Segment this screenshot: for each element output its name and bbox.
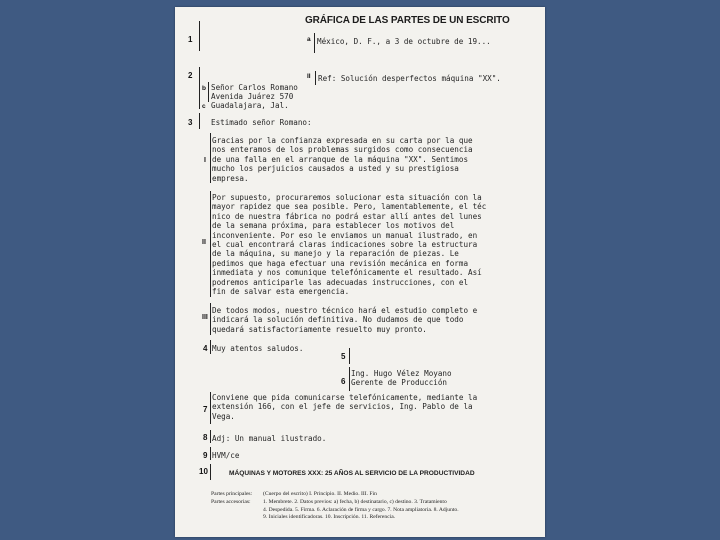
bracket-9 (210, 447, 211, 460)
marker-3: 3 (188, 118, 193, 127)
signature-role: Gerente de Producción (351, 378, 448, 387)
bracket-11 (315, 71, 316, 85)
bracket-8 (210, 430, 211, 443)
reference-line: Ref: Solución desperfectos máquina "XX". (318, 74, 501, 83)
bracket-b (208, 82, 209, 102)
marker-7: 7 (203, 405, 208, 414)
marker-a: a (307, 36, 311, 43)
document-title: GRÁFICA DE LAS PARTES DE UN ESCRITO (305, 15, 510, 26)
recipient-city: Guadalajara, Jal. (211, 101, 289, 110)
marker-10: 10 (199, 467, 208, 476)
bracket-6 (349, 367, 350, 391)
legend-principal-label: Partes principales: (211, 491, 253, 497)
date-line: México, D. F., a 3 de octubre de 19... (317, 37, 491, 46)
marker-c: c (202, 103, 206, 110)
document-page (175, 7, 545, 537)
legend-accessory-line2: 4. Despedida. 5. Firma. 6. Aclaración de firma y cargo. 7. Nota ampliatoria. 8. Adjunto. (263, 506, 459, 513)
postscript: Conviene que pida comunicarse telefónicamente, mediante la extensión 166, con el jefe de servicios, Ing. Pablo de la Vega. (212, 393, 478, 421)
marker-2: 2 (188, 71, 193, 80)
legend-principal-text: (Cuerpo del escrito) I. Principio. II. Medio. III. Fin (263, 491, 377, 497)
body-paragraph-3: De todos modos, nuestro técnico hará el estudio completo e indicará la solución definitiva. No dudamos de que todo quedará satisfactoriamente resuelto muy pronto. (212, 306, 478, 334)
bracket-10 (210, 464, 211, 480)
marker-b: b (202, 85, 206, 92)
bracket-a (314, 33, 315, 53)
bracket-4 (210, 340, 211, 354)
bracket-III (210, 303, 211, 335)
legend-accessory-line1: 1. Membrete. 2. Datos previos: a) fecha, b) destinatario, c) destino. 3. Tratamiento (263, 499, 447, 505)
bracket-7 (210, 392, 211, 424)
salutation: Estimado señor Romano: (211, 118, 312, 127)
legend-accessory-label: Partes accesorias: (211, 499, 251, 505)
bracket-II (210, 191, 211, 297)
bracket-5 (349, 348, 350, 364)
body-paragraph-1: Gracias por la confianza expresada en su carta por la que nos enteramos de los problemas surgidos como consecuencia de una falla en el arranque de la máquina "XX". Sentimos mucho los perjuicios causados a usted y su prestigiosa empresa. (212, 136, 473, 183)
marker-8: 8 (203, 433, 208, 442)
legend-accessory-line3: 9. Iniciales identificadoras. 10. Inscripción. 11. Referencia. (263, 514, 396, 520)
inscription-slogan: MÁQUINAS Y MOTORES XXX: 25 AÑOS AL SERVICIO DE LA PRODUCTIVIDAD (229, 470, 475, 477)
initials-line: HVM/ce (212, 451, 240, 460)
marker-1: 1 (188, 35, 193, 44)
recipient-street: Avenida Juárez 570 (211, 92, 294, 101)
attachment-line: Adj: Un manual ilustrado. (212, 434, 327, 443)
bracket-2 (199, 67, 200, 109)
signature-name: Ing. Hugo Vélez Moyano (351, 369, 452, 378)
bracket-3 (199, 113, 200, 129)
recipient-name: Señor Carlos Romano (211, 83, 298, 92)
marker-I: I (204, 157, 206, 164)
closing: Muy atentos saludos. (212, 344, 304, 353)
marker-III: III (202, 314, 208, 321)
marker-4: 4 (203, 344, 208, 353)
bracket-1 (199, 21, 200, 51)
marker-9: 9 (203, 451, 208, 460)
marker-5: 5 (341, 352, 346, 361)
marker-6: 6 (341, 377, 346, 386)
body-paragraph-2: Por supuesto, procuraremos solucionar esta situación con la mayor rapidez que sea posible. Pero, lamentablemente, el téc nico de nuestra fábrica no podrá estar allí antes del lunes de la semana próxima, para establecer los motivos del inconveniente. Por eso le enviamos un manual ilustrado, en el cual encontrará claras indicaciones sobre la estructura de la máquina, su manejo y la reparación de piezas. Le pedimos que haga efectuar una revisión mecánica en forma inmediata y nos comunique telefónicamente el resultado. Así podremos anticiparle las adecuadas instrucciones, con el fin de salvar esta emergencia. (212, 193, 487, 297)
bracket-I (210, 133, 211, 183)
marker-11: II (307, 73, 311, 80)
marker-II: II (202, 239, 206, 246)
